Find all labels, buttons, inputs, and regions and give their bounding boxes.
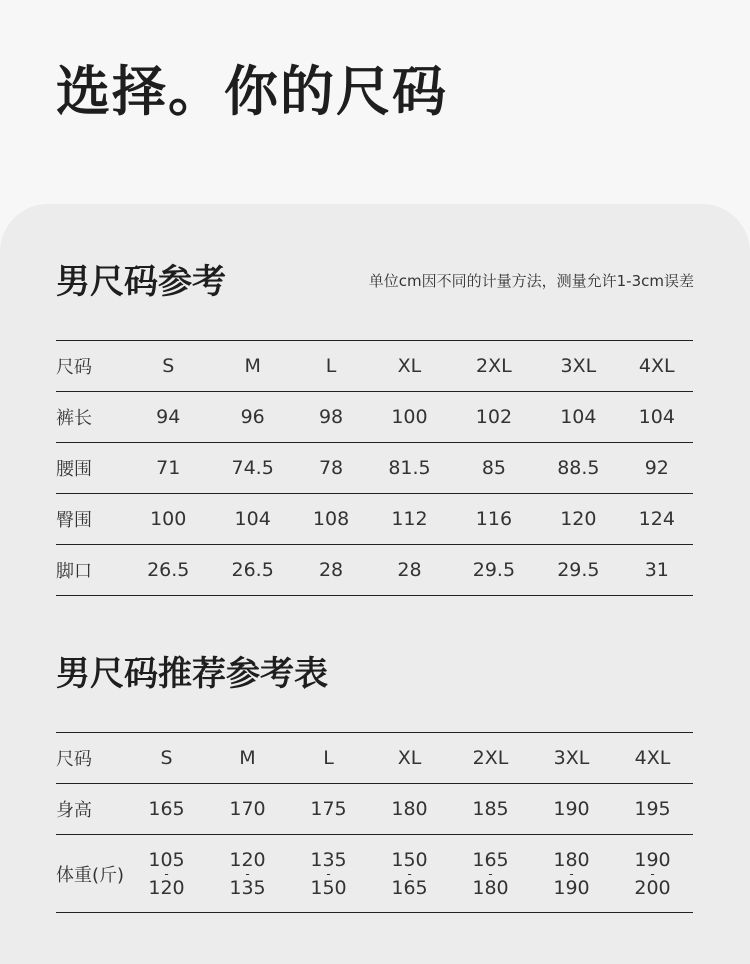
size-recommendation-table bbox=[56, 732, 693, 913]
table-row bbox=[56, 835, 693, 913]
header-cell: 2XL bbox=[452, 341, 536, 392]
table-cell: 92 bbox=[621, 443, 693, 494]
header-cell: XL bbox=[367, 341, 451, 392]
table-cell: 175 bbox=[288, 784, 369, 835]
table-cell bbox=[369, 835, 450, 913]
header-cell: 3XL bbox=[536, 341, 620, 392]
table-cell: 81.5 bbox=[367, 443, 451, 494]
header-cell: 3XL bbox=[531, 733, 612, 784]
table-cell: 124 bbox=[621, 494, 693, 545]
row-label: 臀围 bbox=[56, 494, 126, 545]
table-cell bbox=[450, 835, 531, 913]
table-row bbox=[56, 545, 693, 596]
range-min: 180 bbox=[553, 848, 590, 871]
header-cell: 4XL bbox=[612, 733, 693, 784]
range-dash: - bbox=[488, 866, 493, 881]
range-min: 105 bbox=[148, 848, 185, 871]
range-dash: - bbox=[407, 866, 412, 881]
table-cell: 26.5 bbox=[210, 545, 294, 596]
table-cell: 28 bbox=[295, 545, 367, 596]
row-label: 腰围 bbox=[56, 443, 126, 494]
range-max: 165 bbox=[391, 876, 428, 899]
header-cell: M bbox=[207, 733, 288, 784]
table-cell: 28 bbox=[367, 545, 451, 596]
table-row bbox=[56, 443, 693, 494]
table-cell: 116 bbox=[452, 494, 536, 545]
range-min: 120 bbox=[229, 848, 266, 871]
range-dash: - bbox=[245, 866, 250, 881]
range-min: 150 bbox=[391, 848, 428, 871]
table-row bbox=[56, 784, 693, 835]
header-cell: 尺码 bbox=[56, 733, 126, 784]
table-cell: 26.5 bbox=[126, 545, 210, 596]
row-label: 身高 bbox=[56, 784, 126, 835]
header-cell: L bbox=[288, 733, 369, 784]
row-label: 体重(斤) bbox=[56, 835, 126, 913]
page-title: 选择。你的尺码 bbox=[56, 60, 448, 123]
table-row bbox=[56, 494, 693, 545]
table-cell: 94 bbox=[126, 392, 210, 443]
table-cell: 74.5 bbox=[210, 443, 294, 494]
range-max: 190 bbox=[553, 876, 590, 899]
size-reference-title: 男尺码参考 bbox=[56, 262, 226, 302]
table-cell: 96 bbox=[210, 392, 294, 443]
measurement-note: 单位cm因不同的计量方法，测量允许1-3cm误差 bbox=[368, 272, 694, 290]
range-dash: - bbox=[650, 866, 655, 881]
row-label: 脚口 bbox=[56, 545, 126, 596]
range-max: 135 bbox=[229, 876, 266, 899]
table-cell: 78 bbox=[295, 443, 367, 494]
table-cell: 98 bbox=[295, 392, 367, 443]
table-cell bbox=[126, 835, 207, 913]
range-max: 120 bbox=[148, 876, 185, 899]
table-cell: 100 bbox=[126, 494, 210, 545]
table-cell: 29.5 bbox=[452, 545, 536, 596]
header-cell: XL bbox=[369, 733, 450, 784]
table-cell bbox=[531, 835, 612, 913]
table-row bbox=[56, 392, 693, 443]
range-min: 190 bbox=[634, 848, 671, 871]
table-cell bbox=[288, 835, 369, 913]
range-min: 135 bbox=[310, 848, 347, 871]
range-min: 165 bbox=[472, 848, 509, 871]
header-cell: L bbox=[295, 341, 367, 392]
table-header-row bbox=[56, 733, 693, 784]
table-cell bbox=[207, 835, 288, 913]
table-cell: 88.5 bbox=[536, 443, 620, 494]
table-header-row bbox=[56, 341, 693, 392]
table-cell: 180 bbox=[369, 784, 450, 835]
range-dash: - bbox=[569, 866, 574, 881]
range-dash: - bbox=[326, 866, 331, 881]
table-cell: 71 bbox=[126, 443, 210, 494]
range-max: 180 bbox=[472, 876, 509, 899]
header-cell: S bbox=[126, 341, 210, 392]
table-cell: 104 bbox=[210, 494, 294, 545]
range-max: 200 bbox=[634, 876, 671, 899]
range-max: 150 bbox=[310, 876, 347, 899]
table-cell: 165 bbox=[126, 784, 207, 835]
range-dash: - bbox=[164, 866, 169, 881]
table-cell: 29.5 bbox=[536, 545, 620, 596]
table-cell: 190 bbox=[531, 784, 612, 835]
table-cell bbox=[612, 835, 693, 913]
table-cell: 100 bbox=[367, 392, 451, 443]
table-cell: 104 bbox=[621, 392, 693, 443]
table-cell: 104 bbox=[536, 392, 620, 443]
table-cell: 120 bbox=[536, 494, 620, 545]
row-label: 裤长 bbox=[56, 392, 126, 443]
header-cell: 尺码 bbox=[56, 341, 126, 392]
size-reference-table bbox=[56, 340, 693, 596]
table-cell: 85 bbox=[452, 443, 536, 494]
header-cell: M bbox=[210, 341, 294, 392]
header-cell: S bbox=[126, 733, 207, 784]
table-cell: 185 bbox=[450, 784, 531, 835]
table-cell: 108 bbox=[295, 494, 367, 545]
header-cell: 4XL bbox=[621, 341, 693, 392]
table-cell: 102 bbox=[452, 392, 536, 443]
table-cell: 170 bbox=[207, 784, 288, 835]
header-cell: 2XL bbox=[450, 733, 531, 784]
table-cell: 195 bbox=[612, 784, 693, 835]
table-cell: 31 bbox=[621, 545, 693, 596]
table-cell: 112 bbox=[367, 494, 451, 545]
recommendation-title: 男尺码推荐参考表 bbox=[56, 654, 328, 694]
